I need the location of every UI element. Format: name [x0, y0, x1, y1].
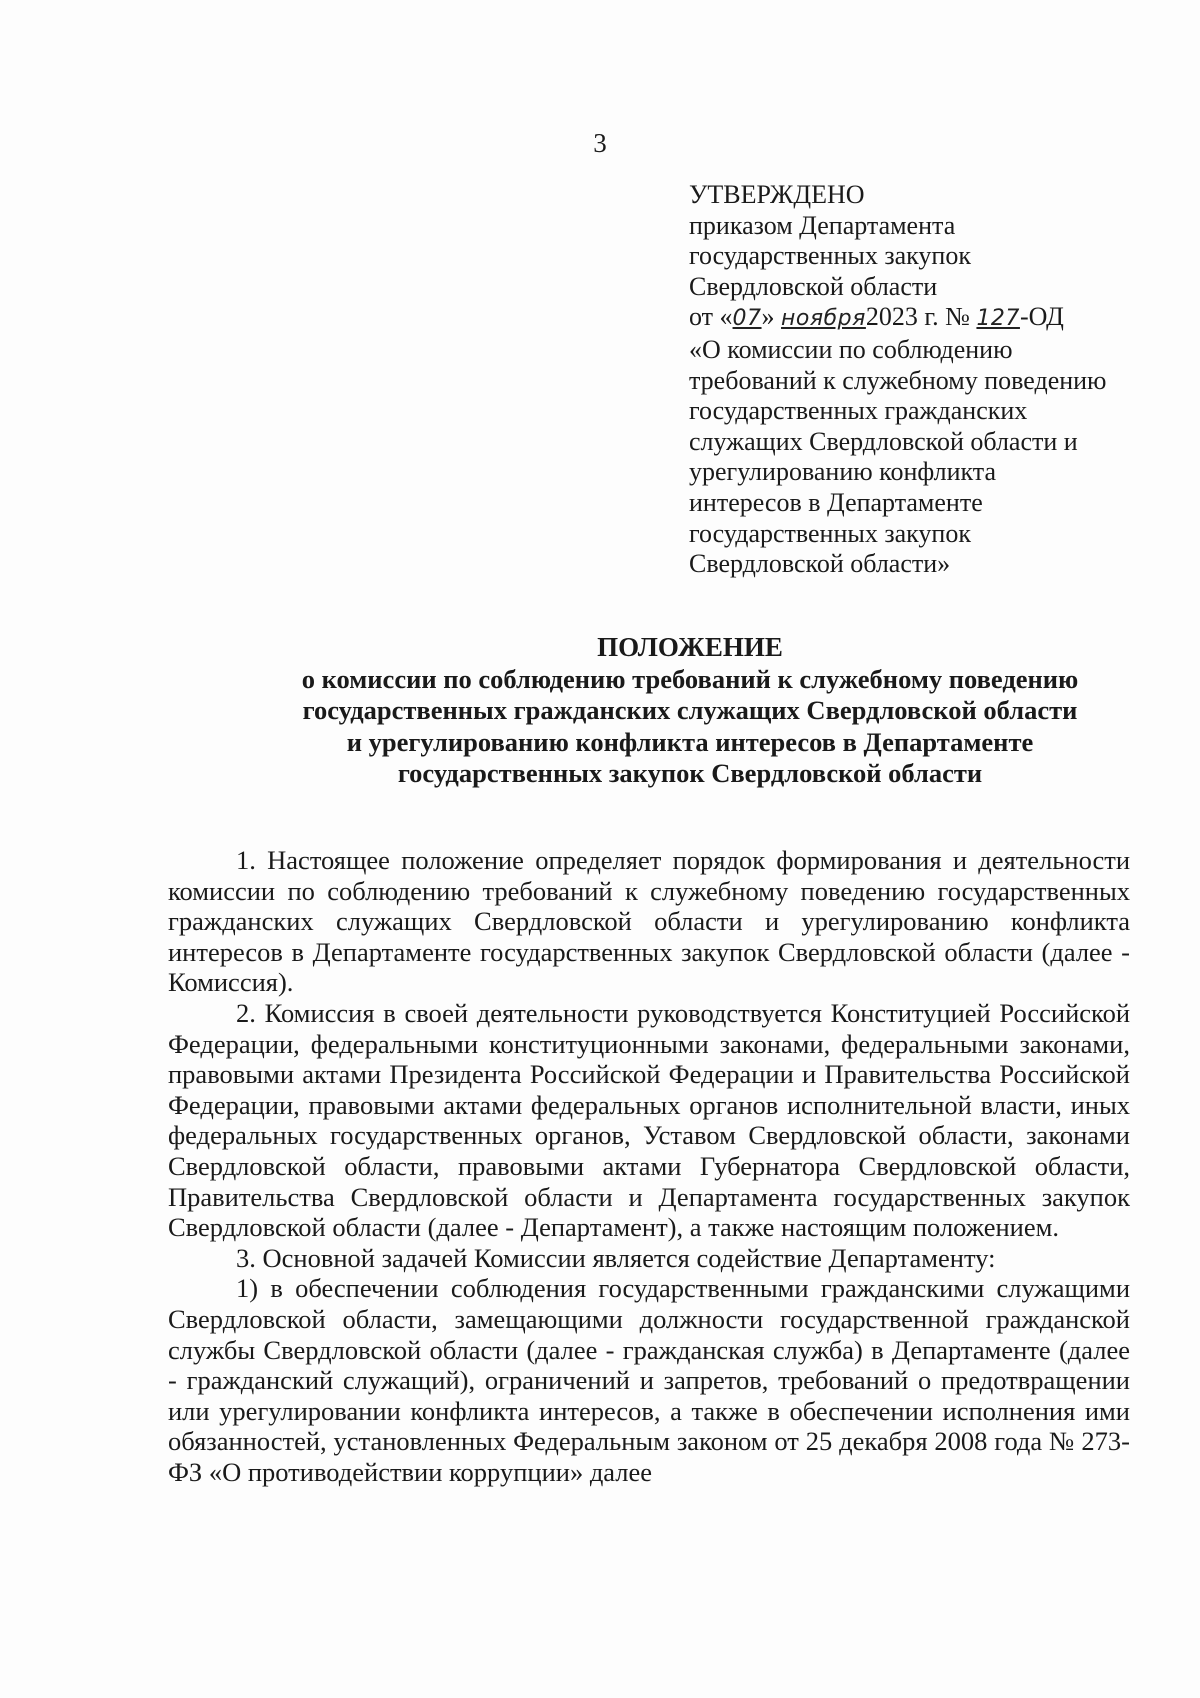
order-title-line: требований к служебному поведению — [689, 365, 1107, 395]
paragraph-1: 1. Настоящее положение определяет порядок формирования и деятельности комиссии по соблюдению требований к служебному поведению государственных гражданских служащих Свердловской области и урегулированию конфликта интересов в Департаменте государственных закупок Свердловской области (далее - Комиссия). — [168, 845, 1130, 998]
handwritten-month: ноября — [781, 306, 866, 332]
paragraph-3-item-1: 1) в обеспечении соблюдения государственными гражданскими служащими Свердловской области, замещающими должности государственной гражданской службы Свердловской области (далее - гражданская служба) в Департаменте (далее - гражданский служащий), ограничений и запретов, требований о предотвращении или урегулировании конфликта интересов, а также в обеспечении исполнения ими обязанностей, установленных Федеральным законом от 25 декабря 2008 года № 273-ФЗ «О противодействии коррупции» далее — [168, 1273, 1130, 1487]
order-title-line: интересов в Департаменте — [689, 487, 983, 517]
order-title-line: «О комиссии по соблюдению — [689, 334, 1013, 364]
handwritten-number: 127 — [976, 306, 1020, 332]
document-title — [240, 632, 1140, 790]
date-prefix: от « — [689, 302, 733, 332]
order-title-line: государственных гражданских — [689, 396, 1028, 426]
date-mid: » — [761, 302, 775, 332]
number-suffix: -ОД — [1019, 302, 1064, 332]
paragraph-2: 2. Комиссия в своей деятельности руководствуется Конституцией Российской Федерации, федеральными конституционными законами, федеральными законами, правовыми актами Президента Российской Федерации и Правительства Российской Федерации, правовыми актами федеральных органов исполнительной власти, иных федеральных государственных органов, Уставом Свердловской области, законами Свердловской области, правовыми актами Губернатора Свердловской области, Правительства Свердловской области и Департамента государственных закупок Свердловской области (далее - Департамент), а также настоящим положением. — [168, 997, 1130, 1243]
approval-heading: УТВЕРЖДЕНО — [689, 180, 865, 209]
page-number: 3 — [593, 128, 607, 158]
document-title-line: и урегулированию конфликта интересов в Департаменте — [346, 726, 1034, 757]
document-body — [168, 845, 1130, 1487]
document-title-line: государственных гражданских служащих Свердловской области — [302, 695, 1078, 725]
order-title-line: служащих Свердловской области и — [689, 426, 1078, 456]
document-title-line: государственных закупок Свердловской области — [397, 758, 983, 788]
handwritten-day: 07 — [732, 306, 762, 332]
order-title-line: урегулированию конфликта — [689, 457, 996, 487]
order-title-line: Свердловской области» — [689, 549, 951, 579]
document-title-line: о комиссии по соблюдению требований к служебному поведению — [301, 663, 1079, 694]
approval-date-line — [689, 302, 1149, 335]
date-year: 2023 г. № — [865, 302, 970, 332]
approval-line: государственных закупок — [689, 241, 971, 271]
order-title-line: государственных закупок — [689, 518, 971, 548]
approval-line: приказом Департамента — [689, 210, 956, 240]
paragraph-3: 3. Основной задачей Комиссии является содействие Департаменту: — [236, 1242, 996, 1273]
approval-line: Свердловской области — [689, 271, 938, 301]
approval-stamp-block — [689, 180, 1149, 580]
document-title-main: ПОЛОЖЕНИЕ — [597, 632, 783, 662]
